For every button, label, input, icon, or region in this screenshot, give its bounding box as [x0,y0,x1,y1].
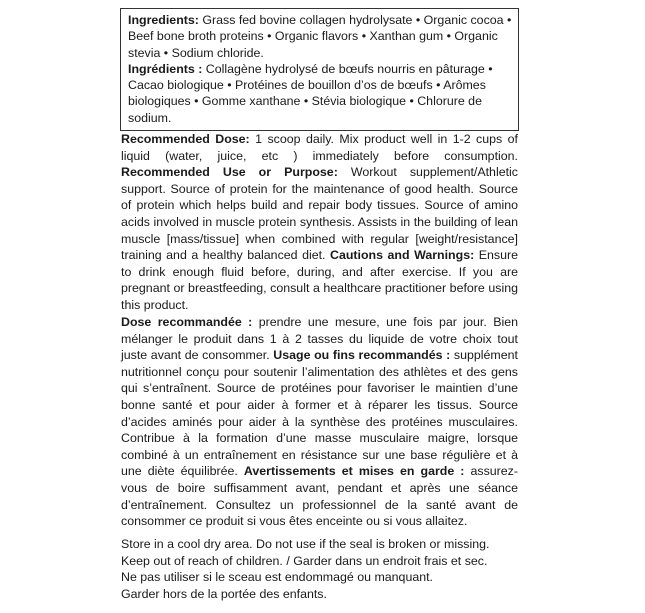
recommended-dose-text: 1 scoop daily. Mix product well in 1-2 cups of liquid (water, juice, etc ) immediately before consumption. [121,132,518,163]
usage-label: Usage ou fins recommandés : [273,348,451,363]
storage-line-4: Garder hors de la portée des enfants. [121,586,327,601]
storage-line-2: Keep out of reach of children. / Garder dans un endroit frais et sec. [121,553,488,568]
ingredients-text-fr: Collagène hydrolysé de bœufs nourris en pâturage • Cacao biologique • Protéines de bouillon d’os de bœufs • Arômes biologiques • Gomme xanthane • Stévia biologique • Chlorure de sodium. [128,61,493,125]
dose-recommandee-text: prendre une mesure, une fois par jour. Bien mélanger le produit dans 1 à 2 tasses du liquide de votre choix tout juste avant de consommer. [121,315,518,363]
ingredients-text: Grass fed bovine collagen hydrolysate • Organic cocoa • Beef bone broth proteins • Organic flavors • Xanthan gum • Organic stevia • Sodium chloride. [128,13,512,60]
directions-english [121,131,518,314]
avertissements-label: Avertissements et mises en garde : [243,464,465,479]
storage-instructions [121,536,518,602]
avertissements-text: assurez-vous de boire suffisamment avant, pendant et après une séance d’entraînement. Consultez un professionnel de la santé avant de consommer ce produit si vous êtes enceinte ou si vous allaitez. [121,464,518,529]
usage-text: supplément nutritionnel conçu pour soutenir l’alimentation des athlètes et des gens qui s’entraînent. Source de protéines pour favoriser le maintien d’une bonne santé et pour aider à former et à réparer les tissus. Source d’acides aminés pour aider à la synthèse des protéines musculaires. Contribue à la formation d’une masse musculaire maigre, lorsque combiné à un entraînement en résistance sur une base régulière et à une diète équilibrée. [121,348,518,479]
recommended-dose-label: Recommended Dose: [121,132,250,146]
directions-french [121,314,518,530]
cautions-label: Cautions and Warnings: [330,248,475,263]
dose-recommandee-label: Dose recommandée : [121,315,253,329]
recommended-use-text: Workout supplement/Athletic support. Source of protein for the maintenance of good health. Source of protein which helps build and repair body tissues. Source of amino acids involved in muscle protein synthesis. Assists in the building of lean muscle [mass/tissue] when combined with regular [weight/resistance] training and a healthy balanced diet. [121,165,518,263]
ingredients-box [120,8,519,131]
ingredients-french [128,61,512,126]
cautions-text: Ensure to drink enough fluid before, during, and after exercise. If you are pregnant or breastfeeding, consult a healthcare practitioner before using this product. [121,248,519,312]
recommended-use-label: Recommended Use or Purpose: [121,165,338,180]
ingredients-label-fr: Ingrédients : [128,61,203,76]
ingredients-english [128,12,512,61]
storage-line-3: Ne pas utiliser si le sceau est endommagé ou manquant. [121,570,434,585]
storage-line-1: Store in a cool dry area. Do not use if the seal is broken or missing. [121,537,490,551]
ingredients-label: Ingredients: [128,13,199,27]
